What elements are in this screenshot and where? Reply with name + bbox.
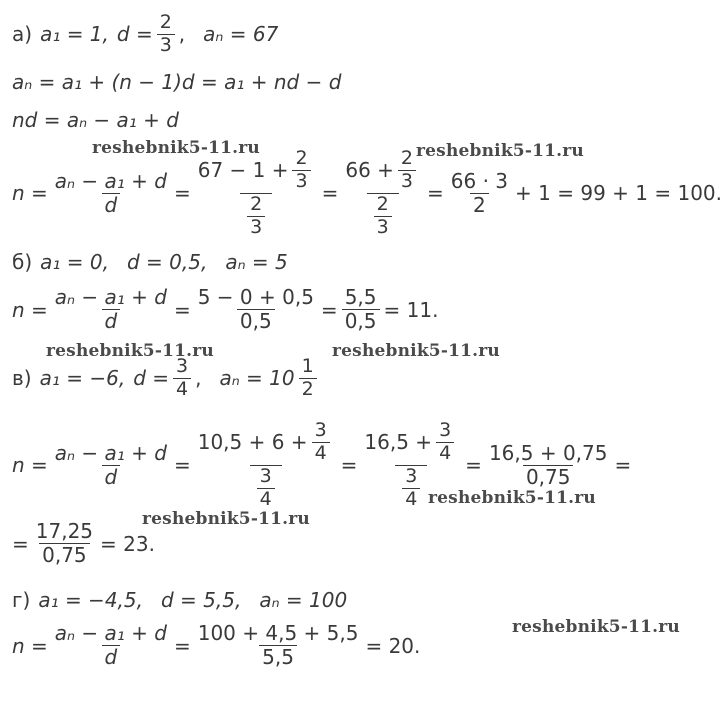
general-fraction: $\frac{\text{aₙ − a₁ + d}}{d}$: [54, 440, 167, 489]
given-d-fraction: $\frac{2}{3}$: [157, 12, 175, 57]
decimal-fraction: $\frac{16,5 + 0,75}{0,75}$: [488, 440, 608, 489]
substituted-fraction: 10,5 + 6 + $\frac{3}{4}$ $\frac{3}{4}$: [195, 420, 337, 510]
result-g: = 20.: [365, 633, 421, 658]
section-v-label: в): [12, 366, 32, 391]
section-v-given: в) a₁ = −6, d = $\frac{3}{4}$ , aₙ = 10 $\frac{1}{2}$: [12, 356, 321, 401]
general-fraction: $\frac{\text{aₙ − a₁ + d}}{d}$: [54, 168, 167, 217]
watermark-2: reshebnik5-11.ru: [416, 141, 584, 161]
product-fraction: $\frac{66 \cdot 3}{2}$: [450, 168, 509, 217]
substituted-fraction: $\frac{5 - 0 + 0,5}{0,5}$: [197, 285, 314, 333]
watermark-4: reshebnik5-11.ru: [332, 341, 500, 361]
watermark-6: reshebnik5-11.ru: [142, 509, 310, 529]
section-g-given: г) a₁ = −4,5, d = 5,5, aₙ = 100: [12, 588, 348, 612]
result-v: = 23.: [100, 531, 155, 556]
given-an: aₙ = 67: [203, 22, 279, 47]
section-b-given: б) a₁ = 0, d = 0,5, aₙ = 5: [12, 250, 288, 274]
watermark-5: reshebnik5-11.ru: [428, 488, 596, 508]
section-a-given: а) a₁ = 1, d = $\frac{2}{3}$ , aₙ = 67: [12, 11, 279, 56]
substituted-fraction: $\frac{100 + 4,5 + 5,5}{5,5}$: [197, 621, 359, 669]
simplified-fraction: 16,5 + $\frac{3}{4}$ $\frac{3}{4}$: [361, 420, 461, 510]
section-b-label: б): [12, 250, 33, 274]
section-g-computation: n = $\frac{\text{aₙ − a₁ + d}}{d}$ = $\frac{100 + 4,5 + 5,5}{5,5}$ = 20.: [12, 621, 421, 669]
substituted-fraction: 67 − 1 + $\frac{2}{3}$ $\frac{2}{3}$: [195, 148, 318, 238]
section-a-label: а): [12, 22, 33, 47]
n-equals: n =: [12, 181, 48, 206]
simplified-fraction: 66 + $\frac{2}{3}$ $\frac{2}{3}$: [342, 148, 423, 238]
given-a1: a₁ = 1,: [40, 22, 109, 47]
simplified-fraction: $\frac{5,5}{0,5}$: [342, 286, 380, 333]
watermark-3: reshebnik5-11.ru: [46, 341, 214, 361]
result-a: + 1 = 99 + 1 = 100.: [515, 181, 722, 206]
result-b: = 11.: [383, 297, 439, 322]
section-v-result: = $\frac{17,25}{0,75}$ = 23.: [12, 519, 155, 567]
watermark-1: reshebnik5-11.ru: [92, 138, 260, 158]
general-fraction: $\frac{\text{aₙ − a₁ + d}}{d}$: [54, 285, 167, 333]
section-b-computation: n = $\frac{\text{aₙ − a₁ + d}}{d}$ = $\frac{5 - 0 + 0,5}{0,5}$ = $\frac{5,5}{0,5}$ = 11.: [12, 285, 439, 333]
watermark-7: reshebnik5-11.ru: [512, 617, 680, 637]
given-d-prefix: d =: [116, 22, 153, 47]
section-a-formula-1: aₙ = a₁ + (n − 1)d = a₁ + nd − d: [12, 70, 342, 94]
result-fraction: $\frac{17,25}{0,75}$: [35, 519, 94, 567]
general-fraction: $\frac{\text{aₙ − a₁ + d}}{d}$: [54, 621, 167, 669]
section-v-computation: n = $\frac{\text{aₙ − a₁ + d}}{d}$ = 10,5 + 6 + $\frac{3}{4}$ $\frac{3}{4}$ = 16,5 + $\frac{3}{4}$ $\frac{3}{4}$ = $\frac{16,5 + 0,75}{0,75}$ =: [12, 419, 632, 510]
section-a-computation: n = $\frac{\text{aₙ − a₁ + d}}{d}$ = 67 − 1 + $\frac{2}{3}$ $\frac{2}{3}$ = 66 + $\frac{2}{3}$ $\frac{2}{3}$ = $\frac{66 \cdot 3}{2}$ + 1 = 99 + 1 = 100.: [12, 147, 722, 238]
section-g-label: г): [12, 588, 31, 612]
section-a-formula-2: nd = aₙ − a₁ + d: [12, 108, 179, 132]
